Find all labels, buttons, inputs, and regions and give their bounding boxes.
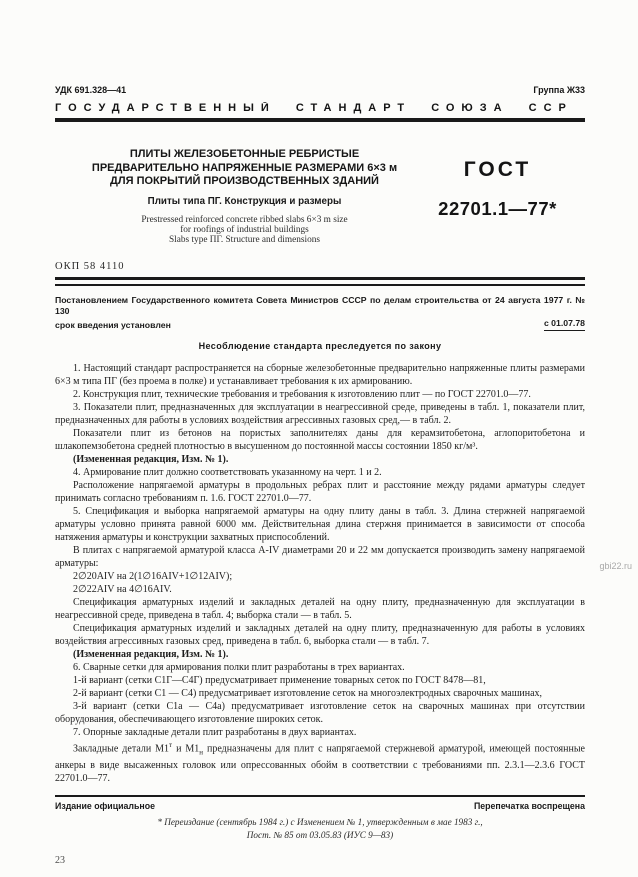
- title-block: [55, 148, 410, 245]
- decree-line-2-text: срок введения установлен: [55, 319, 171, 330]
- reprint-prohibited-label: Перепечатка воспрещена: [473, 801, 585, 812]
- law-notice: Несоблюдение стандарта преследуется по закону: [198, 341, 442, 352]
- okp-code: ОКП 58 4110: [55, 261, 125, 273]
- body-text: [55, 362, 585, 785]
- title-line-3: ДЛЯ ПОКРЫТИЙ ПРОИЗВОДСТВЕННЫХ ЗДАНИЙ: [110, 175, 379, 187]
- title-section: [55, 148, 585, 245]
- title-english-line-3: Slabs type ПГ. Structure and dimensions: [169, 234, 320, 245]
- paragraph: (Измененная редакция, Изм. № 1).: [73, 454, 229, 466]
- gost-number: 22701.1—77*: [438, 198, 557, 219]
- paragraph: 1. Настоящий стандарт распространяется на сборные железобетонные предварительно напряженные плиты размерами 6×3 м типа ПГ (без проема в полке) и устанавливает требования к их армированию.: [55, 363, 585, 388]
- paragraph: Показатели плит из бетонов на пористых заполнителях даны для керамзитобетона, аглопоритобетона и шлакопемзобетона средней плотностью в высушенном до постоянной массы состоянии 1850 кг/м³.: [55, 428, 585, 453]
- double-rule-divider: [55, 277, 585, 286]
- paragraph: 6. Сварные сетки для армирования полки плит разработаны в трех вариантах.: [73, 662, 405, 674]
- effective-date: с 01.07.78: [544, 318, 585, 332]
- page-number: 23: [55, 855, 65, 867]
- footer-rule-divider: [55, 795, 585, 797]
- title-english-line-2: for roofings of industrial buildings: [180, 224, 309, 235]
- decree-line-2: [55, 318, 585, 332]
- footnote-line-1: * Переиздание (сентябрь 1984 г.) с Изменением № 1, утвержденным в мае 1983 г.,: [157, 817, 483, 828]
- paragraph: 2∅22АIV на 4∅16АIV.: [73, 584, 172, 596]
- paragraph: Спецификация арматурных изделий и закладных деталей на одну плиту, предназначенную для работы в условиях воздействия агрессивных газовых сред, приведена в табл. 6, выборка стали — в табл. 7.: [55, 623, 585, 648]
- paragraph: 7. Опорные закладные детали плит разработаны в двух вариантах.: [73, 727, 357, 739]
- group-code: Группа Ж33: [533, 85, 585, 95]
- title-english: [85, 215, 404, 246]
- standard-banner: ГОСУДАРСТВЕННЫЙ СТАНДАРТ СОЮЗА ССР: [55, 102, 585, 122]
- paragraph: Закладные детали $М1^т$ и $М1_н$ предназначены для плит с напрягаемой стержневой арматурой, имеющей постоянные анкеры в виде высаженных головок или опрессованных обойм в соответствии с требованиями пп. 2.3.1—2.3.6 ГОСТ 22701.0—77.: [55, 741, 585, 785]
- paragraph: 3. Показатели плит, предназначенных для эксплуатации в неагрессивной среде, приведены в табл. 1, показатели плит, предназначенных для работы в условиях воздействия агрессивных газовых сред,— в табл. 2.: [55, 402, 585, 427]
- paragraph: 5. Спецификация и выборка напрягаемой арматуры на одну плиту даны в табл. 3. Длина стержней напрягаемой арматуры условно принята равной 6000 мм. Действительная длина стержня принимается в зависимости от способа натяжения арматуры и конструкции захватных приспособлений.: [55, 506, 585, 544]
- udk-code: УДК 691.328—41: [55, 85, 127, 95]
- decree-line-1: Постановлением Государственного комитета Совета Министров СССР по делам строительства от 24 августа 1977 г. № 130: [55, 294, 585, 317]
- gost-designation: [410, 148, 585, 245]
- official-edition-label: Издание официальное: [55, 801, 155, 812]
- paragraph: 2. Конструкция плит, технические требования и требования к изготовлению плит — по ГОСТ 22701.0—77.: [73, 389, 531, 401]
- paragraph: 3-й вариант (сетки С1а — С4а) предусматривает изготовление сеток на сварочных машинах при отсутствии оборудования, обеспечивающего изготовление широких сеток.: [55, 701, 585, 726]
- title-line-2: ПРЕДВАРИТЕЛЬНО НАПРЯЖЕННЫЕ РАЗМЕРАМИ 6×3 м: [91, 161, 398, 174]
- footer-row: [55, 801, 585, 811]
- paragraph: 1-й вариант (сетки С1Г—С4Г) предусматривает применение товарных сеток по ГОСТ 8478—81,: [73, 675, 486, 687]
- paragraph: Спецификация арматурных изделий и закладных деталей на одну плиту, предназначенную для эксплуатации в неагрессивной среде, приведена в табл. 4; выборка стали — в табл. 5.: [55, 597, 585, 622]
- title-english-line-1: Prestressed reinforced concrete ribbed slabs 6×3 m size: [141, 214, 348, 225]
- header-meta: [55, 85, 585, 95]
- paragraph: 2∅20АIV на 2(1∅16АIV+1∅12АIV);: [73, 571, 233, 583]
- footnote-line-2: Пост. № 85 от 03.05.83 (ИУС 9—83): [246, 829, 394, 840]
- paragraph: Расположение напрягаемой арматуры в продольных ребрах плит и расстояние между рядами арматуры следует принимать согласно требованиям п. 1.6. ГОСТ 22701.0—77.: [55, 480, 585, 505]
- gost-label: ГОСТ: [463, 158, 532, 181]
- paragraph: 2-й вариант (сетки С1 — С4) предусматривает изготовление сеток на многоэлектродных сварочных машинах,: [73, 688, 543, 700]
- title-subtitle: Плиты типа ПГ. Конструкция и размеры: [147, 195, 342, 207]
- watermark: gbi22.ru: [599, 561, 632, 571]
- paragraph: В плитах с напрягаемой арматурой класса А-IV диаметрами 20 и 22 мм допускается производить замену напрягаемой арматуры:: [55, 545, 585, 570]
- reissue-footnote: [55, 816, 585, 841]
- decree-statement: [55, 295, 585, 332]
- paragraph: (Измененная редакция, Изм. № 1).: [73, 649, 229, 661]
- paragraph: 4. Армирование плит должно соответствовать указанному на черт. 1 и 2.: [73, 467, 382, 479]
- title-line-1: ПЛИТЫ ЖЕЛЕЗОБЕТОННЫЕ РЕБРИСТЫЕ: [129, 148, 360, 160]
